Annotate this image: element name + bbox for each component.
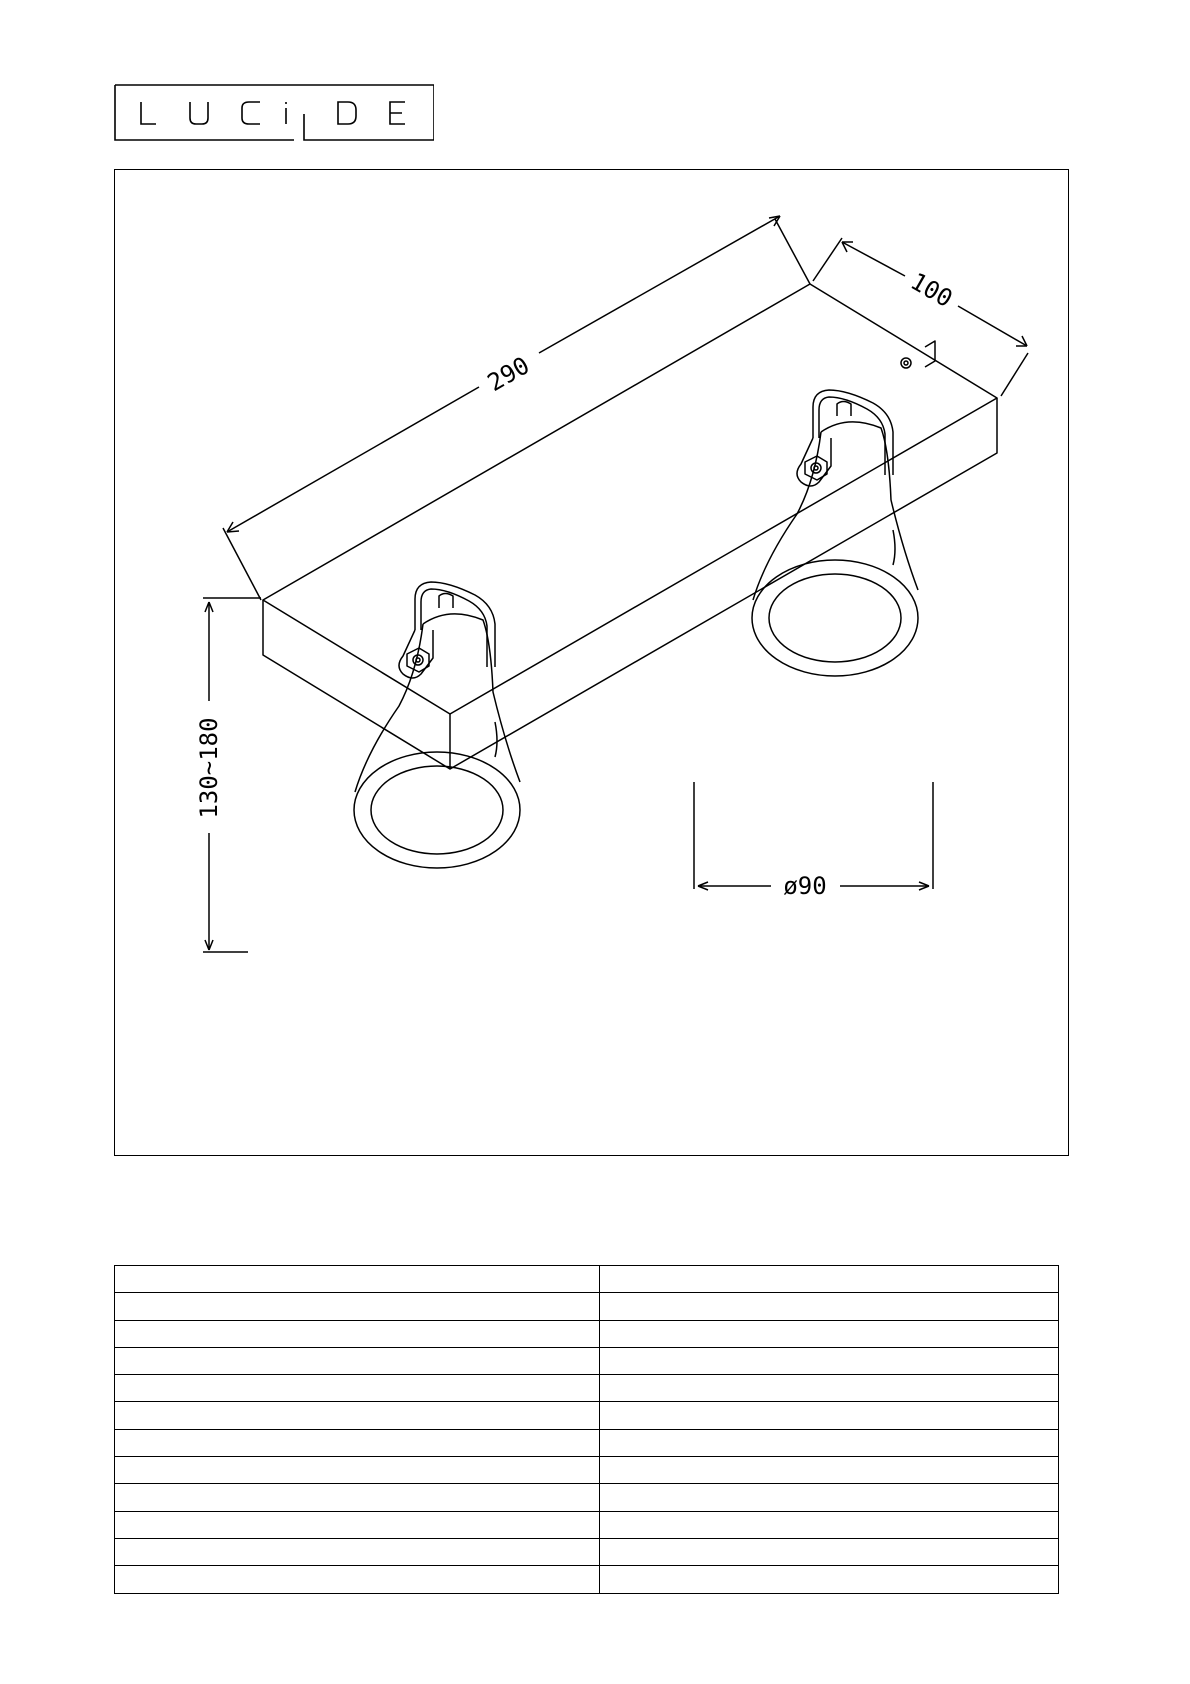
spec-label-cell (115, 1375, 600, 1402)
table-row (115, 1538, 1059, 1565)
dimension-width-label: 100 (905, 267, 958, 314)
table-row (115, 1320, 1059, 1347)
spec-label-cell (115, 1457, 600, 1484)
table-row (115, 1429, 1059, 1456)
table-row (115, 1457, 1059, 1484)
dimension-length-label: 290 (482, 351, 535, 398)
specification-table (114, 1265, 1059, 1594)
technical-drawing-frame (114, 169, 1069, 1156)
dimension-length (223, 216, 810, 600)
spec-label-cell (115, 1429, 600, 1456)
table-row (115, 1402, 1059, 1429)
table-row (115, 1293, 1059, 1320)
spec-value-cell (600, 1511, 1059, 1538)
spec-value-cell (600, 1266, 1059, 1293)
spec-value-cell (600, 1402, 1059, 1429)
table-row (115, 1266, 1059, 1293)
spec-value-cell (600, 1484, 1059, 1511)
spec-label-cell (115, 1320, 600, 1347)
spec-value-cell (600, 1375, 1059, 1402)
table-row (115, 1484, 1059, 1511)
table-row (115, 1511, 1059, 1538)
spec-label-cell (115, 1347, 600, 1374)
spec-value-cell (600, 1538, 1059, 1565)
base-plate (263, 284, 997, 769)
dimension-width (813, 238, 1028, 396)
spec-value-cell (600, 1566, 1059, 1593)
table-row (115, 1347, 1059, 1374)
spec-value-cell (600, 1429, 1059, 1456)
spec-label-cell (115, 1484, 600, 1511)
spec-value-cell (600, 1457, 1059, 1484)
spec-label-cell (115, 1402, 600, 1429)
spec-label-cell (115, 1538, 600, 1565)
spec-value-cell (600, 1347, 1059, 1374)
spec-value-cell (600, 1293, 1059, 1320)
right-spotlight (752, 390, 918, 676)
dimension-diameter-label: ø90 (783, 872, 827, 900)
dimension-height-label: 130~180 (195, 717, 223, 819)
table-row (115, 1566, 1059, 1593)
spec-label-cell (115, 1566, 600, 1593)
spec-label-cell (115, 1511, 600, 1538)
spotlight-drawing (115, 170, 1070, 1157)
spec-value-cell (600, 1320, 1059, 1347)
table-row (115, 1375, 1059, 1402)
spec-label-cell (115, 1293, 600, 1320)
spec-label-cell (115, 1266, 600, 1293)
lucide-logo (114, 84, 434, 141)
